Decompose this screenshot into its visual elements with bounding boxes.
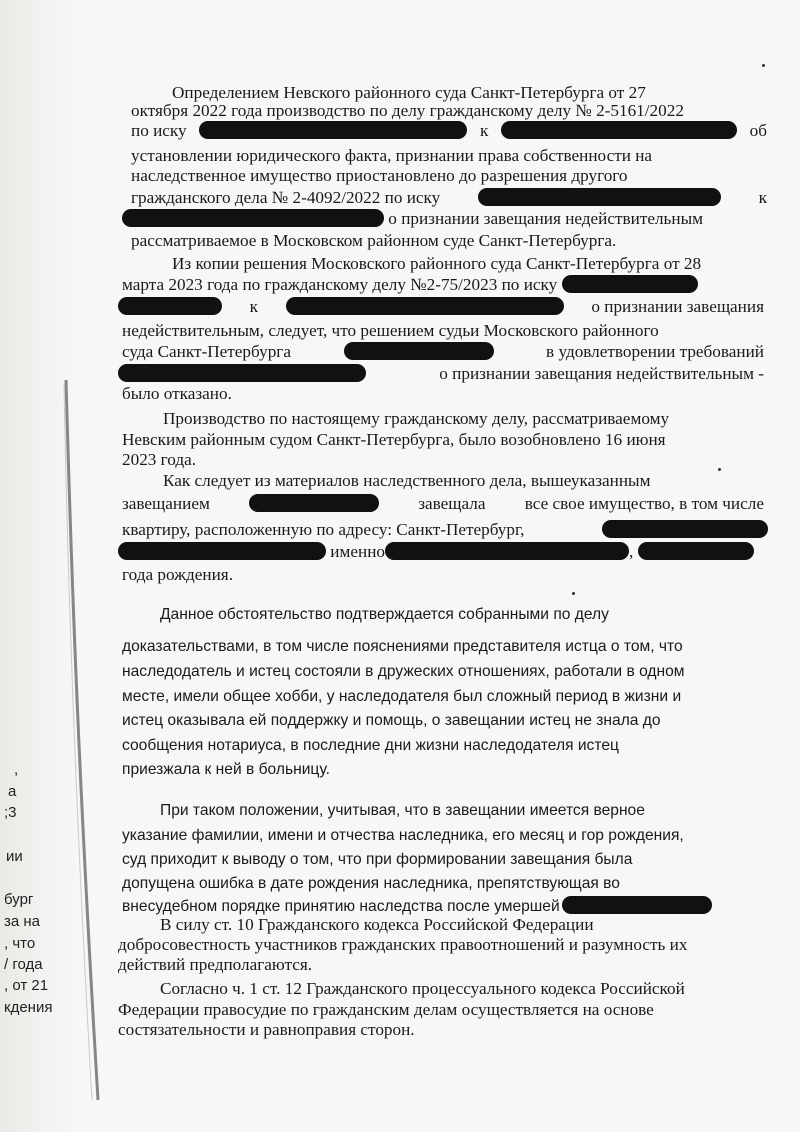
scan-speck [572,592,575,595]
text-line: Данное обстоятельство подтверждается собранными по делу [160,606,609,623]
text-line: Определением Невского районного суда Санкт-Петербурга от 27 [172,83,646,102]
text-line: состязательности и равноправия сторон. [118,1020,415,1039]
text-line: марта 2023 года по гражданскому делу №2-75/2023 по иску [122,275,698,295]
text-line: доказательствами, в том числе пояснениями представителя истца о том, что [122,638,683,655]
redaction-bar [249,494,379,512]
text-line: завещанием завещала все свое имущество, в том числе [122,494,764,513]
text-line: При таком положении, учитывая, что в завещании имеется верное [160,802,645,819]
text-line: сообщения нотариуса, в последние дни жизни наследодателя истец [122,737,619,754]
text-line: действий предполагаются. [118,955,313,974]
scan-speck [762,64,765,67]
redaction-bar [602,520,768,538]
text-line: о признании завещания недействительным - [118,364,764,384]
margin-fragment: ии [6,848,23,865]
text-line: гражданского дела № 2-4092/2022 по иску к [131,188,767,207]
margin-fragment: кдения [4,999,53,1016]
text-line: суда Санкт-Петербурга в удовлетворении требований [122,342,764,361]
text-line: наследодатель и истец состояли в дружеских отношениях, работали в одном [122,663,685,680]
margin-fragment: бург [4,891,34,908]
redaction-bar [501,121,737,139]
margin-fragment: / года [4,956,43,973]
text-line: к о признании завещания [118,297,764,317]
text-line: добросовестность участников гражданских правоотношений и разумность их [118,935,688,954]
redaction-bar [118,364,366,382]
text-line: именно , [118,542,754,562]
redaction-bar [478,188,721,206]
redaction-bar [199,121,467,139]
text-line: установлении юридического факта, признании права собственности на [131,146,653,165]
text-line: года рождения. [122,565,233,584]
text-line: недействительным, следует, что решением судьи Московского районного [122,321,659,340]
text-line: месте, имели общее хобби, у наследодателя был сложный период в жизни и [122,688,682,705]
text-line: допущена ошибка в дате рождения наследника, препятствующая во [122,875,620,892]
text-line: было отказано. [122,384,232,403]
text-line: истец оказывала ей поддержку и помощь, о завещании истец не знала до [122,712,661,729]
margin-fragment: , что [4,935,36,952]
redaction-bar [562,275,698,293]
text-line: Невским районным судом Санкт-Петербурга, было возобновлено 16 июня [122,430,666,449]
text-line: суд приходит к выводу о том, что при формировании завещания была [122,851,633,868]
margin-fragment: , от 21 [4,977,49,994]
redaction-bar [344,342,494,360]
text-line: В силу ст. 10 Гражданского кодекса Российской Федерации [160,915,594,934]
text-line: наследственное имущество приостановлено до разрешения другого [131,166,628,185]
margin-fragment: , [14,761,19,778]
text-line: Как следует из материалов наследственного дела, вышеуказанным [163,471,651,490]
text-line: Производство по настоящему гражданскому делу, рассматриваемому [163,409,670,428]
redaction-bar [122,209,384,227]
text-line: октября 2022 года производство по делу гражданскому делу № 2-5161/2022 [131,101,684,120]
margin-fragment: ;3 [4,804,17,821]
text-line: внесудебном порядке принятию наследства после умершей [122,896,712,917]
text-line: о признании завещания недействительным [122,209,703,229]
text-line: Согласно ч. 1 ст. 12 Гражданского процессуального кодекса Российской [160,979,685,998]
text-line: приезжала к ней в больницу. [122,761,330,778]
redaction-bar [118,297,222,315]
text-line: Из копии решения Московского районного суда Санкт-Петербурга от 28 [172,254,702,273]
redaction-bar [562,896,712,914]
redaction-bar [286,297,564,315]
scan-speck [718,468,721,471]
text-line: Федерации правосудие по гражданским делам осуществляется на основе [118,1000,654,1019]
redaction-bar [638,542,754,560]
margin-fragment: а [8,783,17,800]
text-line: по иску к об [131,121,767,140]
text-line: квартиру, расположенную по адресу: Санкт-Петербург, [122,520,768,540]
text-line: рассматриваемое в Московском районном суде Санкт-Петербурга. [131,231,617,250]
text-line: указание фамилии, имени и отчества наследника, его месяц и гор рождения, [122,827,684,844]
redaction-bar [118,542,326,560]
margin-fragment: за на [4,913,41,930]
text-line: 2023 года. [122,450,197,469]
redaction-bar [385,542,629,560]
